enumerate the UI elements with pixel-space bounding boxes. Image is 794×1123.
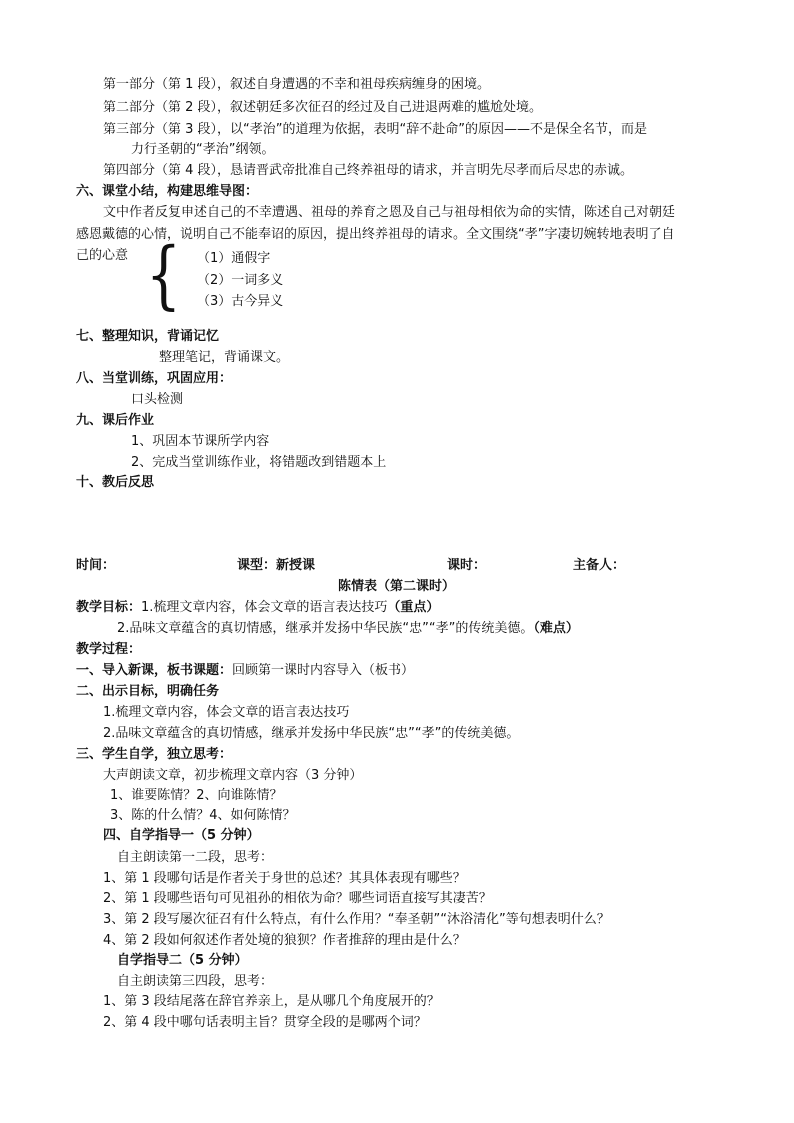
step2-heading: 二、出示目标，明确任务 xyxy=(76,684,220,699)
period-label: 课时： xyxy=(447,558,487,573)
summary-para-line3: 己的心意 xyxy=(76,248,129,263)
step2-item: 1.梳理文章内容，体会文章的语言表达技巧 xyxy=(103,705,350,720)
section7-heading: 七、整理知识，背诵记忆 xyxy=(76,329,220,344)
lesson-title: 陈情表（第二课时） xyxy=(338,579,456,594)
goal2-tag: （难点） xyxy=(533,621,579,636)
goal-line1 xyxy=(76,598,439,618)
summary-para-line1: 文中作者反复申述自己的不幸遭遇、祖母的养育之恩及自己与祖母相依为命的实情，陈述自己对朝廷 xyxy=(103,205,676,220)
step4-question: 4、第 2 段如何叙述作者处境的狼狈？作者推辞的理由是什么？ xyxy=(103,933,466,948)
mindmap-item: （3）古今异义 xyxy=(197,294,284,309)
summary-para-line2: 感恩戴德的心情，说明自己不能奉诏的原因，提出终养祖母的请求。全文围绕“孝”字凄切婉转地表明了自 xyxy=(76,227,675,242)
section9-heading: 九、课后作业 xyxy=(76,413,155,428)
part3-line-cont: 力行圣朝的“孝治”纲领。 xyxy=(131,142,275,157)
goal-label: 教学目标： xyxy=(76,600,142,615)
step4-question: 2、第 1 段哪些语句可见祖孙的相依为命？哪些词语直接写其凄苦？ xyxy=(103,891,492,906)
section7-text: 整理笔记，背诵课文。 xyxy=(159,350,290,365)
section6-heading: 六、课堂小结，构建思维导图： xyxy=(76,184,259,199)
step3-heading: 三、学生自学，独立思考： xyxy=(76,747,233,762)
goal2-text: 2.品味文章蕴含的真切情感，继承并发扬中华民族“忠”“孝”的传统美德。 xyxy=(117,621,534,636)
step4-question: 3、第 2 段写屡次征召有什么特点，有什么作用？“奉圣朝”“沐浴清化”等句想表明什么？ xyxy=(103,912,610,927)
step4-question: 1、第 1 段哪句话是作者关于身世的总述？其具体表现有哪些？ xyxy=(103,871,466,886)
step5-heading: 自学指导二（5 分钟） xyxy=(117,953,248,968)
goal-line2 xyxy=(117,619,579,639)
mindmap-item: （2）一词多义 xyxy=(197,273,284,288)
step3-text: 大声朗读文章，初步梳理文章内容（3 分钟） xyxy=(103,768,363,783)
part1-line: 第一部分（第 1 段），叙述自身遭遇的不幸和祖母疾病缠身的困境。 xyxy=(103,77,491,92)
time-label: 时间： xyxy=(76,558,116,573)
author-label: 主备人： xyxy=(573,558,626,573)
step2-item: 2.品味文章蕴含的真切情感，继承并发扬中华民族“忠”“孝”的传统美德。 xyxy=(103,726,520,741)
lesson-type-label: 课型：新授课 xyxy=(237,558,316,573)
goal1-tag: （重点） xyxy=(387,600,440,615)
goal1-text: 1.梳理文章内容，体会文章的语言表达技巧 xyxy=(141,600,388,615)
section8-heading: 八、当堂训练，巩固应用： xyxy=(76,371,233,386)
step3-questions2: 3、陈的什么情？4、如何陈情？ xyxy=(110,808,296,823)
part2-line: 第二部分（第 2 段），叙述朝廷多次征召的经过及自己进退两难的尴尬处境。 xyxy=(103,100,543,115)
part3-line: 第三部分（第 3 段），以“孝治”的道理为依据，表明“辞不赴命”的原因——不是保全名节，而是 xyxy=(103,122,647,137)
step3-questions1: 1、谁要陈情？2、向谁陈情？ xyxy=(110,788,283,803)
step5-intro: 自主朗读第三四段，思考： xyxy=(117,974,274,989)
step1-heading: 一、导入新课，板书课题： xyxy=(76,663,233,678)
step4-heading: 四、自学指导一（5 分钟） xyxy=(103,828,260,843)
step1-text: 回顾第一课时内容导入（板书） xyxy=(232,663,415,678)
section10-heading: 十、教后反思 xyxy=(76,475,155,490)
part4-line: 第四部分（第 4 段），恳请晋武帝批准自己终养祖母的请求，并言明先尽孝而后尽忠的赤诚。 xyxy=(103,163,634,178)
step5-question: 2、第 4 段中哪句话表明主旨？贯穿全段的是哪两个词？ xyxy=(103,1015,427,1030)
homework-item: 2、完成当堂训练作业，将错题改到错题本上 xyxy=(131,455,387,470)
mindmap-brace: { xyxy=(145,232,182,318)
step1-line xyxy=(76,661,414,681)
step5-question: 1、第 3 段结尾落在辞官养亲上，是从哪几个角度展开的？ xyxy=(103,994,440,1009)
step4-intro: 自主朗读第一二段，思考： xyxy=(117,850,274,865)
section8-text: 口头检测 xyxy=(131,392,184,407)
process-label: 教学过程： xyxy=(76,642,142,657)
mindmap-item: （1）通假字 xyxy=(197,251,271,266)
homework-item: 1、巩固本节课所学内容 xyxy=(131,434,270,449)
